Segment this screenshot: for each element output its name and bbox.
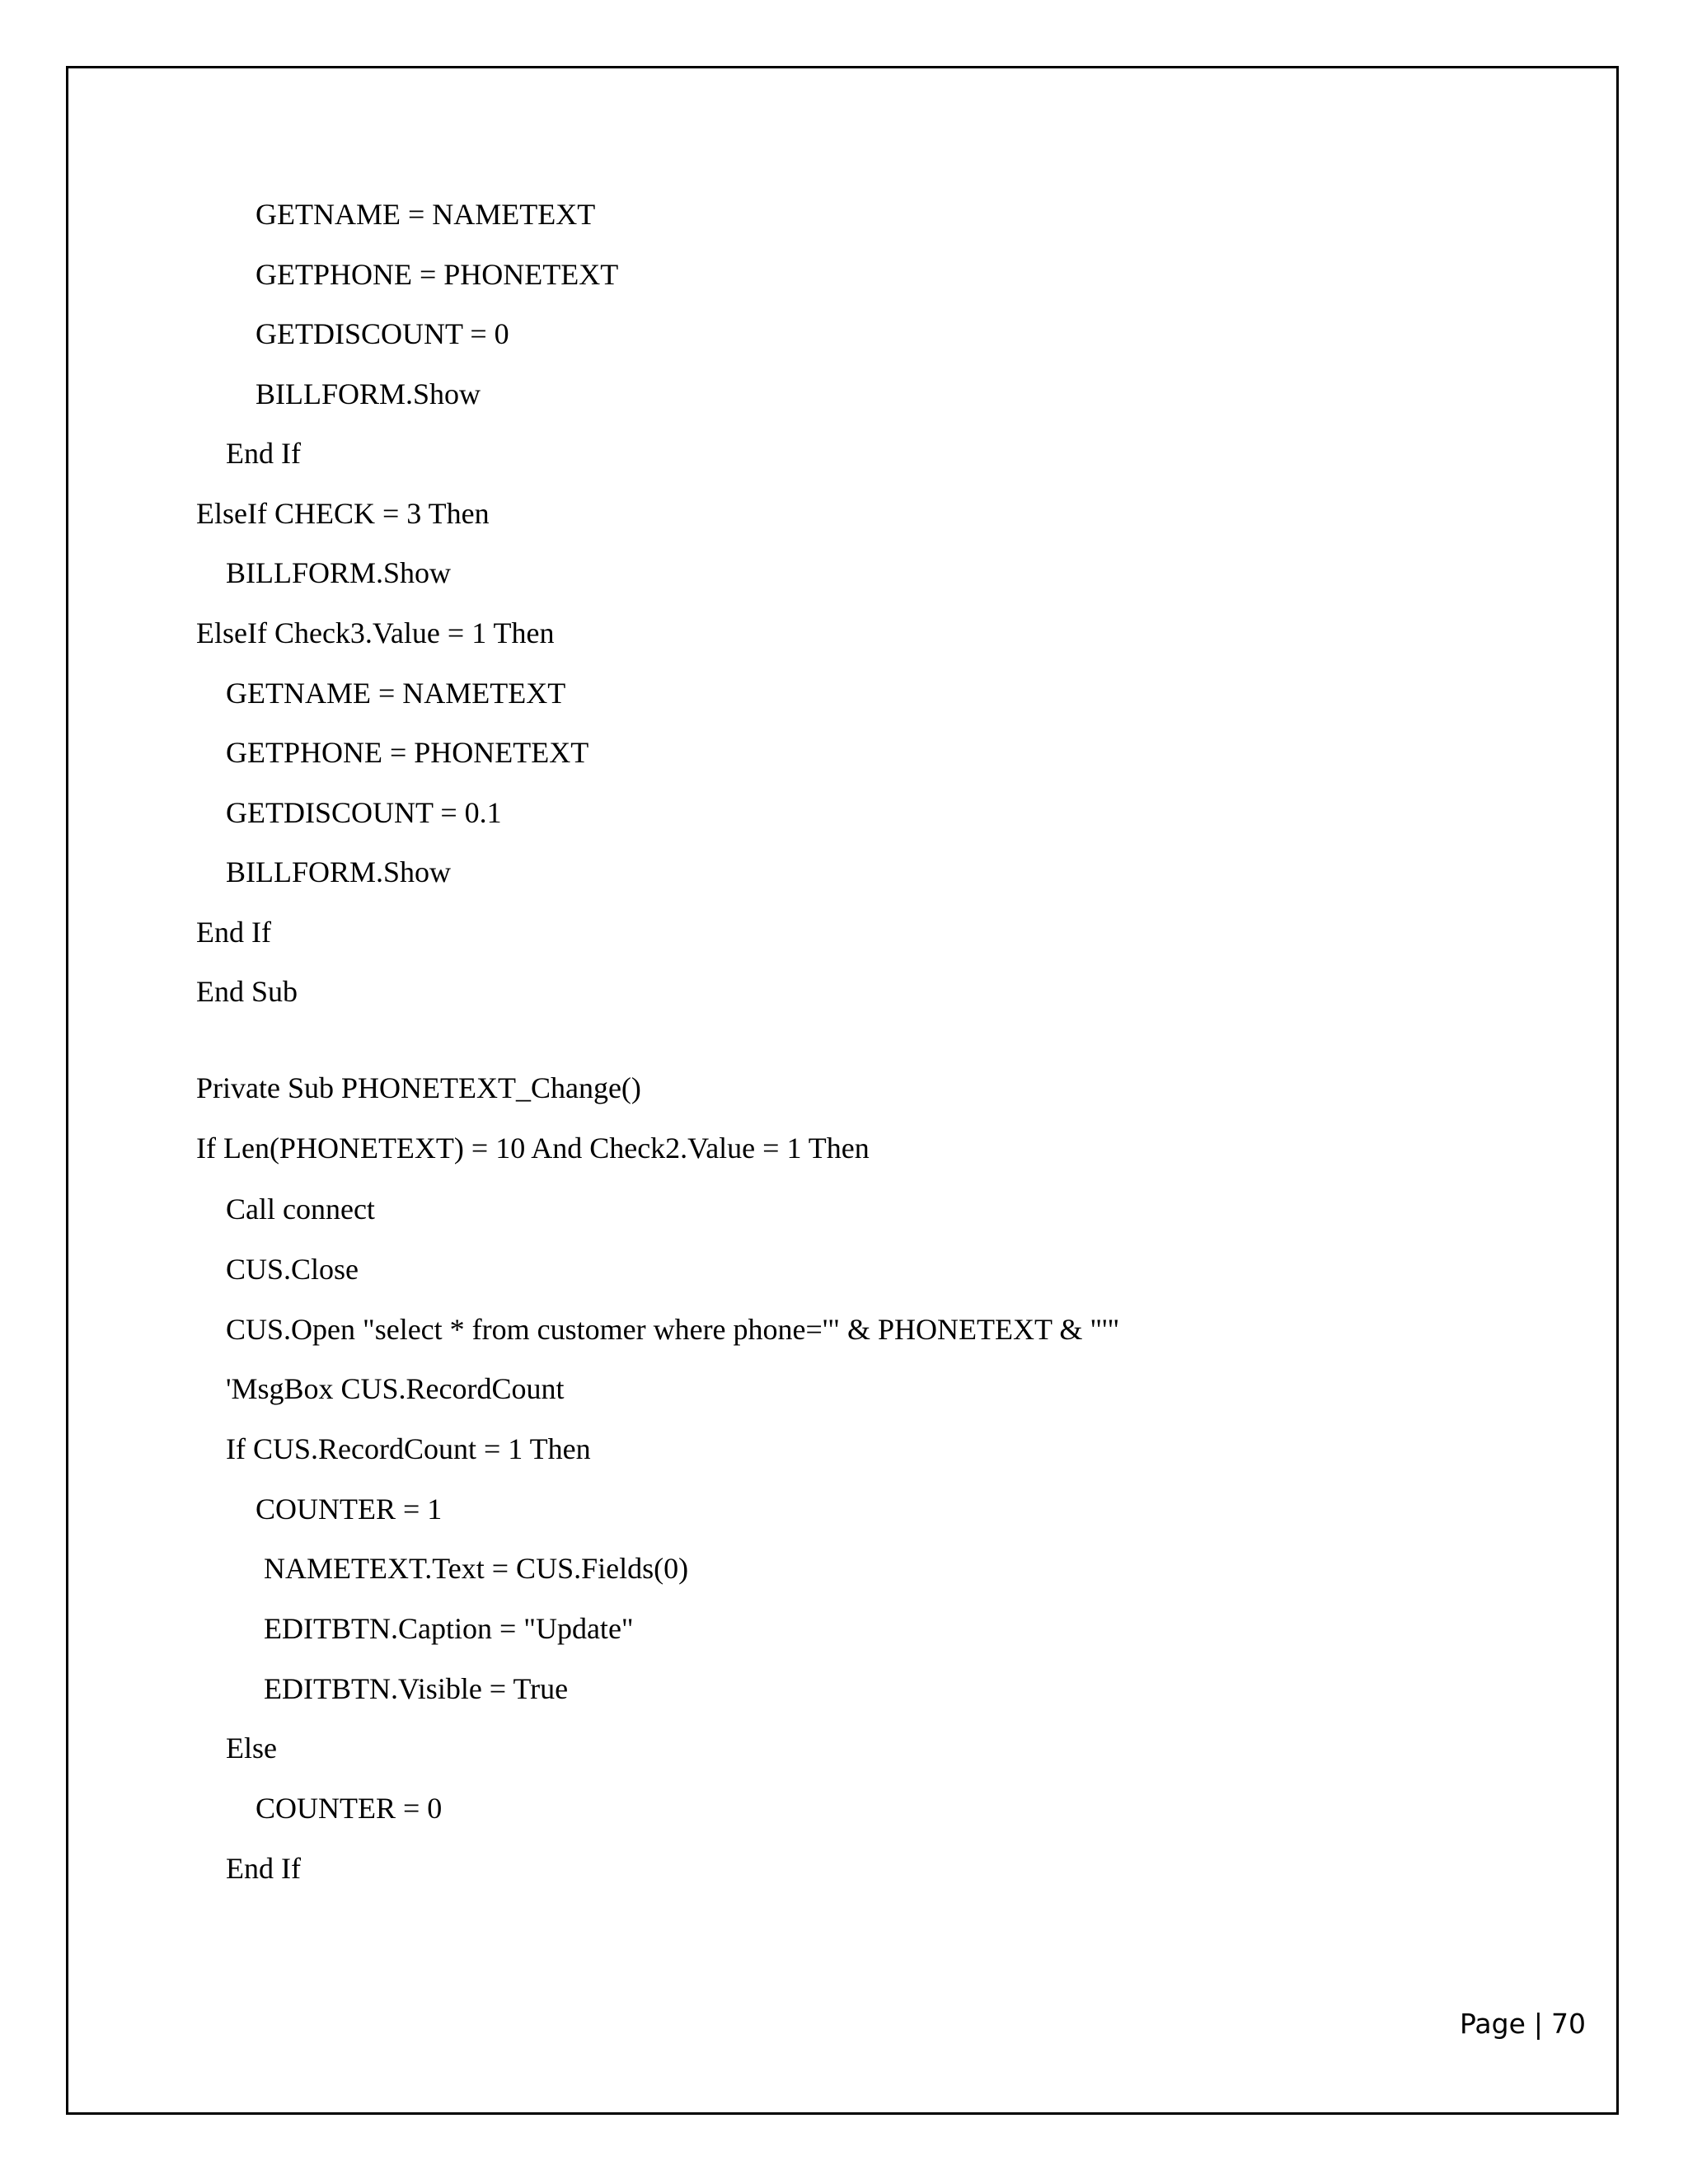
code-line: BILLFORM.Show [256, 377, 481, 410]
code-line: GETNAME = NAMETEXT [256, 198, 596, 231]
code-line: BILLFORM.Show [226, 556, 452, 589]
code-line: End If [196, 916, 271, 949]
code-line: GETDISCOUNT = 0 [256, 317, 509, 350]
code-line: EDITBTN.Visible = True [264, 1672, 569, 1705]
code-line: End If [226, 437, 301, 470]
code-line: BILLFORM.Show [226, 855, 452, 888]
code-line: NAMETEXT.Text = CUS.Fields(0) [264, 1552, 689, 1585]
code-line: Else [226, 1732, 277, 1765]
code-line: COUNTER = 0 [256, 1792, 443, 1825]
page-footer [1460, 2006, 1586, 2042]
code-line: 'MsgBox CUS.RecordCount [226, 1372, 565, 1405]
code-line: CUS.Open "select * from customer where phone='" & PHONETEXT & "'" [226, 1313, 1120, 1346]
code-line: ElseIf Check3.Value = 1 Then [196, 616, 555, 649]
code-line: CUS.Close [226, 1253, 359, 1286]
code-line: If CUS.RecordCount = 1 Then [226, 1432, 591, 1465]
page-separator: | [1533, 2008, 1543, 2040]
code-line: End If [226, 1852, 301, 1885]
code-line: Call connect [226, 1193, 375, 1226]
code-line: End Sub [196, 975, 298, 1008]
code-line: If Len(PHONETEXT) = 10 And Check2.Value = 1 Then [196, 1132, 870, 1165]
code-line: COUNTER = 1 [256, 1493, 443, 1526]
code-line: EDITBTN.Caption = "Update" [264, 1612, 634, 1645]
code-line: GETPHONE = PHONETEXT [226, 736, 589, 769]
page-number: 70 [1551, 2008, 1586, 2040]
code-line: ElseIf CHECK = 3 Then [196, 497, 490, 530]
code-line: GETDISCOUNT = 0.1 [226, 796, 502, 829]
code-line: Private Sub PHONETEXT_Change() [196, 1071, 641, 1104]
code-line: GETPHONE = PHONETEXT [256, 258, 619, 291]
code-line: GETNAME = NAMETEXT [226, 677, 566, 710]
page-label: Page [1459, 2008, 1526, 2040]
